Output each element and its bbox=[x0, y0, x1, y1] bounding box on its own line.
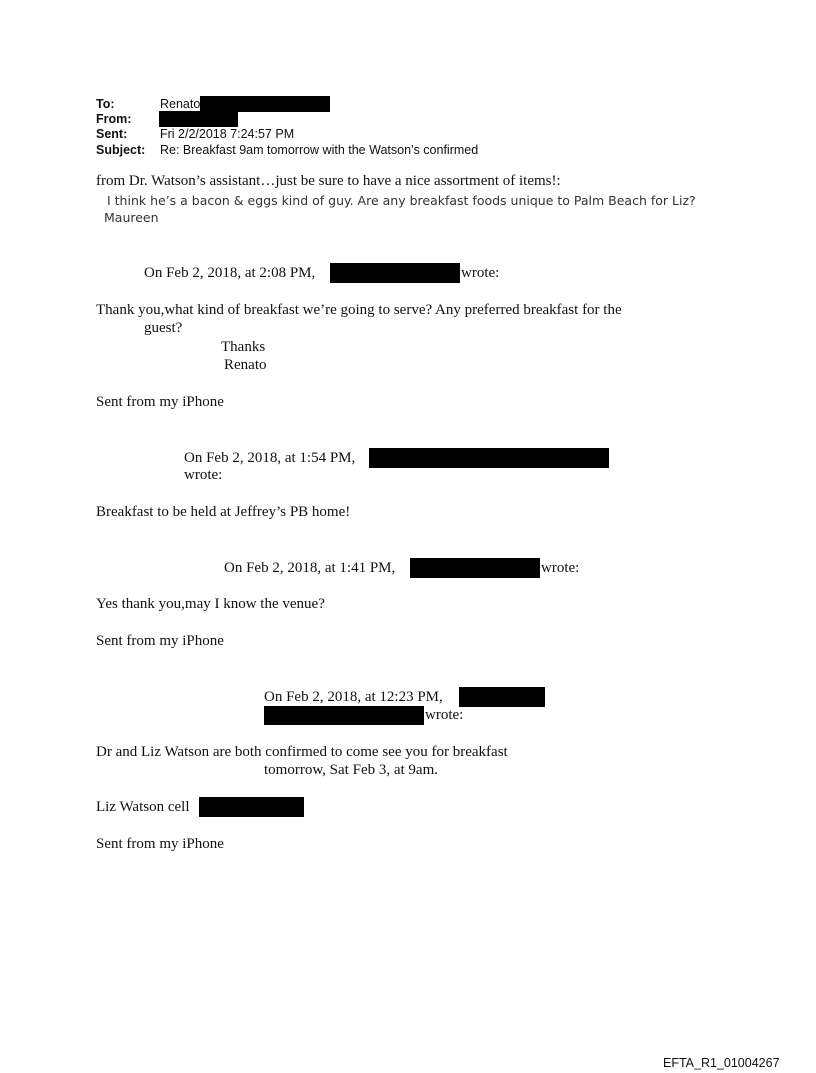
message-text: Yes thank you,may I know the venue? bbox=[96, 596, 325, 612]
redaction-block bbox=[369, 448, 609, 468]
sent-from-iphone: Sent from my iPhone bbox=[96, 633, 224, 649]
wrote-label: wrote: bbox=[425, 707, 464, 723]
sent-from-iphone: Sent from my iPhone bbox=[96, 394, 224, 410]
message-text: Dr and Liz Watson are both confirmed to come see you for breakfast bbox=[96, 744, 508, 760]
document-id: EFTA_R1_01004267 bbox=[663, 1056, 780, 1070]
wrote-label: wrote: bbox=[184, 467, 223, 483]
message-attribution: On Feb 2, 2018, at 1:41 PM, bbox=[224, 560, 396, 576]
redaction-block bbox=[200, 96, 330, 112]
message-text: tomorrow, Sat Feb 3, at 9am. bbox=[264, 762, 439, 778]
quote-line: I think he’s a bacon & eggs kind of guy. Are any breakfast foods unique to Palm Beach for Liz? bbox=[107, 193, 696, 208]
message-attribution: On Feb 2, 2018, at 1:54 PM, bbox=[184, 450, 356, 466]
message-text: Thank you,what kind of breakfast we’re going to serve? Any preferred breakfast for the bbox=[96, 302, 622, 318]
to-value: Renato bbox=[160, 97, 201, 111]
message-text: Liz Watson cell bbox=[96, 799, 190, 815]
redaction-block bbox=[410, 558, 540, 578]
message-text: Breakfast to be held at Jeffrey’s PB home! bbox=[96, 504, 351, 520]
redaction-block bbox=[459, 687, 545, 707]
redaction-block bbox=[199, 797, 304, 817]
sent-value: Fri 2/2/2018 7:24:57 PM bbox=[160, 127, 295, 141]
message-text: Renato bbox=[224, 357, 267, 373]
sent-label: Sent: bbox=[96, 127, 128, 141]
message-text: guest? bbox=[144, 320, 183, 336]
to-label: To: bbox=[96, 97, 115, 111]
redaction-block bbox=[264, 706, 424, 725]
from-label: From: bbox=[96, 112, 132, 126]
redaction-block bbox=[330, 263, 460, 283]
subject-value: Re: Breakfast 9am tomorrow with the Watson’s confirmed bbox=[160, 143, 479, 157]
intro-text: from Dr. Watson’s assistant…just be sure to have a nice assortment of items!: bbox=[96, 173, 561, 189]
message-attribution: On Feb 2, 2018, at 2:08 PM, bbox=[144, 265, 316, 281]
sent-from-iphone: Sent from my iPhone bbox=[96, 836, 224, 852]
redaction-block bbox=[159, 111, 238, 127]
subject-label: Subject: bbox=[96, 143, 146, 157]
message-text: Thanks bbox=[221, 339, 266, 355]
message-attribution: On Feb 2, 2018, at 12:23 PM, bbox=[264, 689, 443, 705]
quote-signature: Maureen bbox=[104, 210, 159, 225]
wrote-label: wrote: bbox=[541, 560, 580, 576]
wrote-label: wrote: bbox=[461, 265, 500, 281]
